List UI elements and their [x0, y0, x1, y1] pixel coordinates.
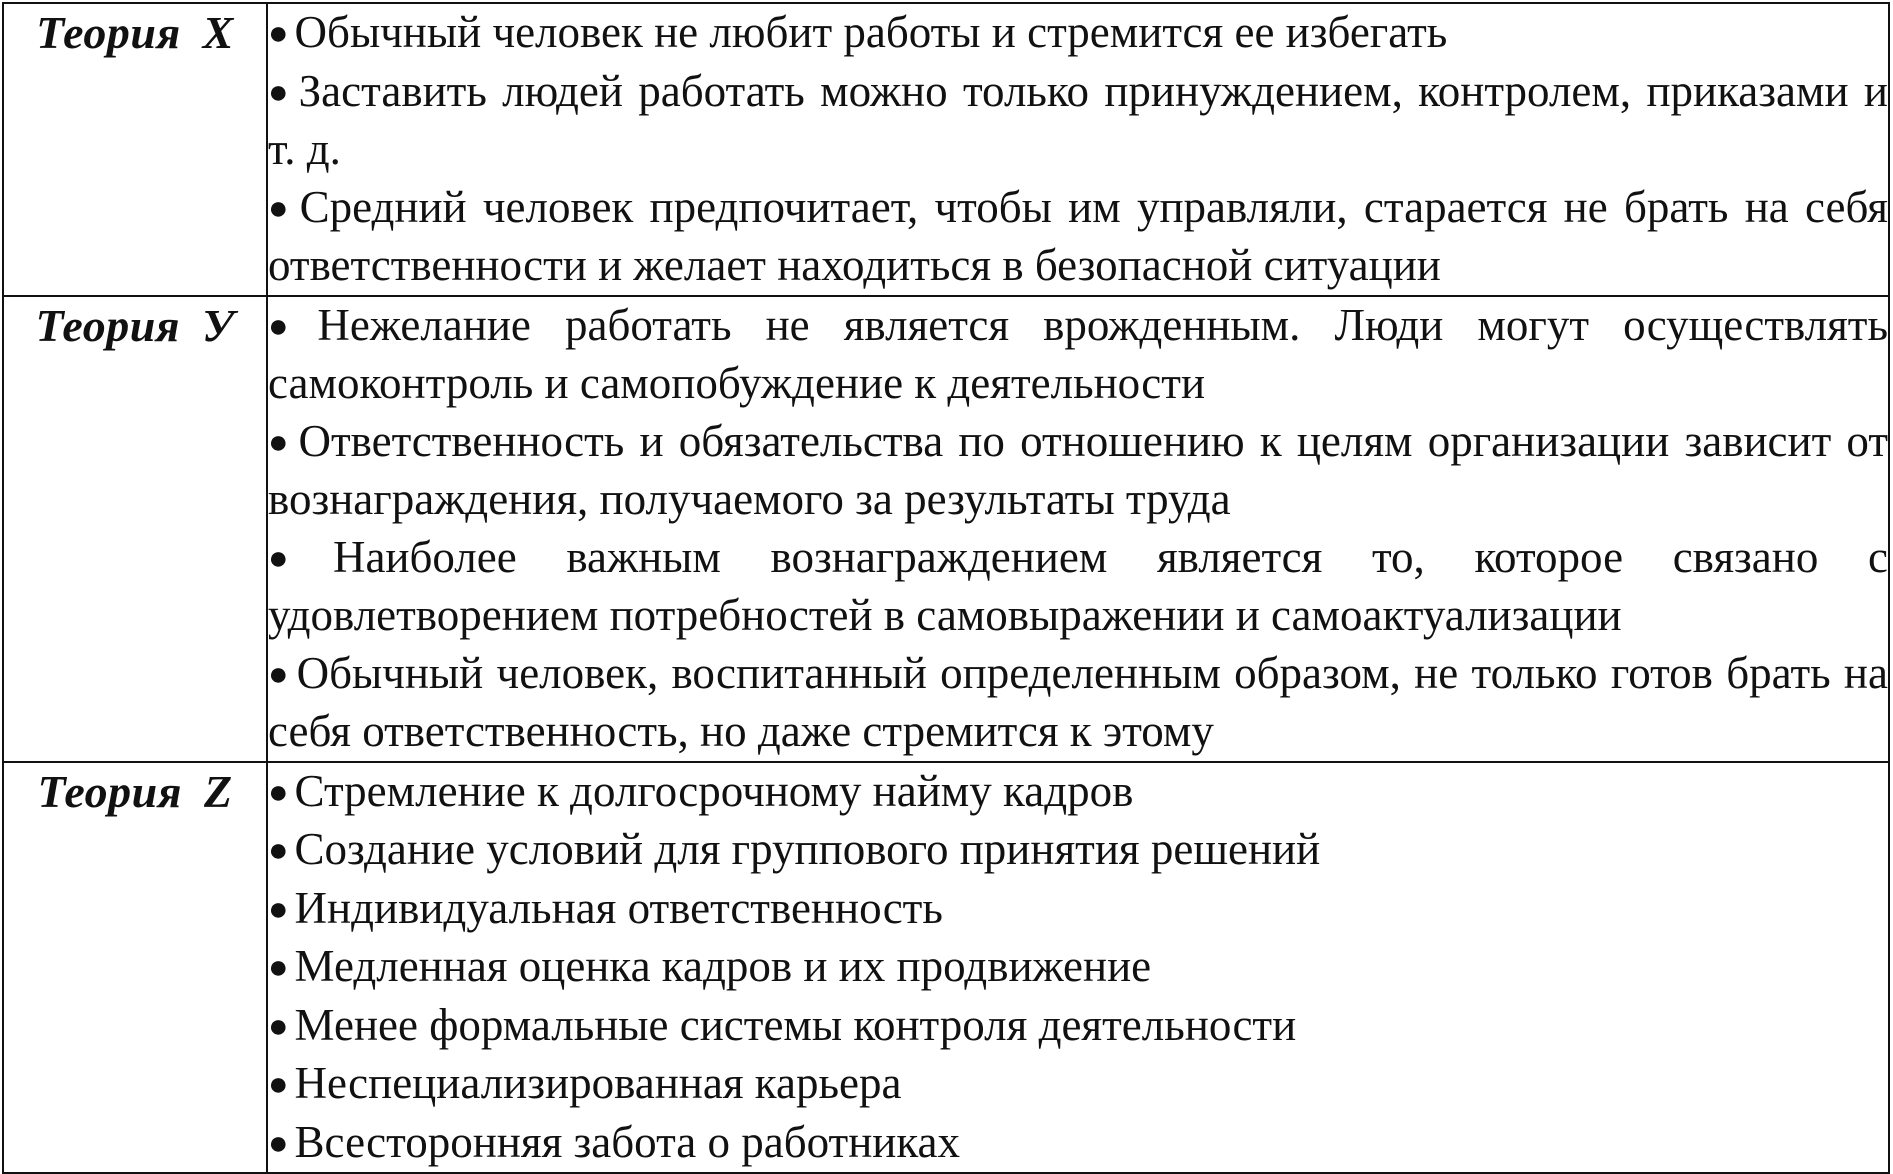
theory-y-content: [267, 296, 1889, 762]
list-item-text: Средний человек предпочитает, чтобы им управляли, старается не брать на себя ответственности и желает находиться в безопасной ситуации: [268, 181, 1888, 290]
theory-y-label: Теория У: [3, 296, 267, 762]
bullet-icon: ●: [268, 1007, 289, 1045]
theory-x-content: [267, 3, 1889, 296]
list-item: [268, 645, 1888, 761]
bullet-icon: ●: [268, 307, 312, 345]
list-item-text: Обычный человек не любит работы и стремится ее избегать: [294, 7, 1448, 57]
list-item: [268, 880, 1888, 939]
list-item-text: Менее формальные системы контроля деятельности: [294, 999, 1297, 1050]
bullet-icon: ●: [268, 890, 289, 928]
list-item-text: Наиболее важным вознаграждением является то, которое связано с удовлетворением потребностей в самовыражении и самоактуализации: [268, 531, 1888, 640]
list-item: [268, 1055, 1888, 1114]
bullet-icon: ●: [268, 949, 289, 986]
list-item: [268, 179, 1888, 295]
bullet-icon: ●: [268, 1124, 289, 1162]
bullet-icon: ●: [268, 73, 293, 111]
list-item: [268, 821, 1888, 880]
bullet-icon: ●: [268, 832, 289, 869]
table-row-theory-x: [3, 3, 1889, 296]
theory-x-label: Теория X: [3, 3, 267, 296]
list-item: [268, 4, 1888, 63]
list-item: [268, 938, 1888, 997]
theory-z-label: Теория Z: [3, 762, 267, 1174]
list-item: [268, 529, 1888, 645]
table-row-theory-z: [3, 762, 1889, 1174]
bullet-icon: ●: [268, 1066, 289, 1103]
bullet-icon: ●: [268, 189, 294, 227]
list-item: [268, 413, 1888, 529]
table-row-theory-y: [3, 296, 1889, 762]
list-item-text: Неспециализированная карьера: [294, 1058, 902, 1108]
list-item-text: Создание условий для группового принятия решений: [294, 824, 1321, 874]
list-item-text: Индивидуальная ответственность: [294, 882, 943, 933]
list-item-text: Заставить людей работать можно только принуждением, контролем, приказами и т. д.: [268, 65, 1888, 174]
list-item-text: Всесторонняя забота о работниках: [294, 1116, 961, 1167]
bullet-icon: ●: [268, 15, 289, 52]
list-item-text: Обычный человек, воспитанный определенным образом, не только готов брать на себя ответственность, но даже стремится к этому: [268, 647, 1888, 756]
bullet-icon: ●: [268, 423, 293, 461]
bullet-icon: ●: [268, 655, 291, 693]
theory-table: [2, 2, 1890, 1174]
list-item-text: Ответственность и обязательства по отношению к целям организации зависит от вознаграждения, получаемого за результаты труда: [268, 415, 1888, 524]
list-item: [268, 997, 1888, 1056]
list-item-text: Медленная оценка кадров и их продвижение: [294, 941, 1152, 991]
bullet-icon: ●: [268, 773, 289, 811]
list-item-text: Стремление к долгосрочному найму кадров: [294, 765, 1134, 816]
list-item: [268, 63, 1888, 179]
list-item-text: Нежелание работать не является врожденным. Люди могут осуществлять самоконтроль и самопобуждение к деятельности: [268, 299, 1888, 408]
bullet-icon: ●: [268, 539, 327, 577]
theory-z-content: [267, 762, 1889, 1174]
list-item: [268, 763, 1888, 822]
list-item: [268, 1114, 1888, 1173]
list-item: [268, 297, 1888, 413]
